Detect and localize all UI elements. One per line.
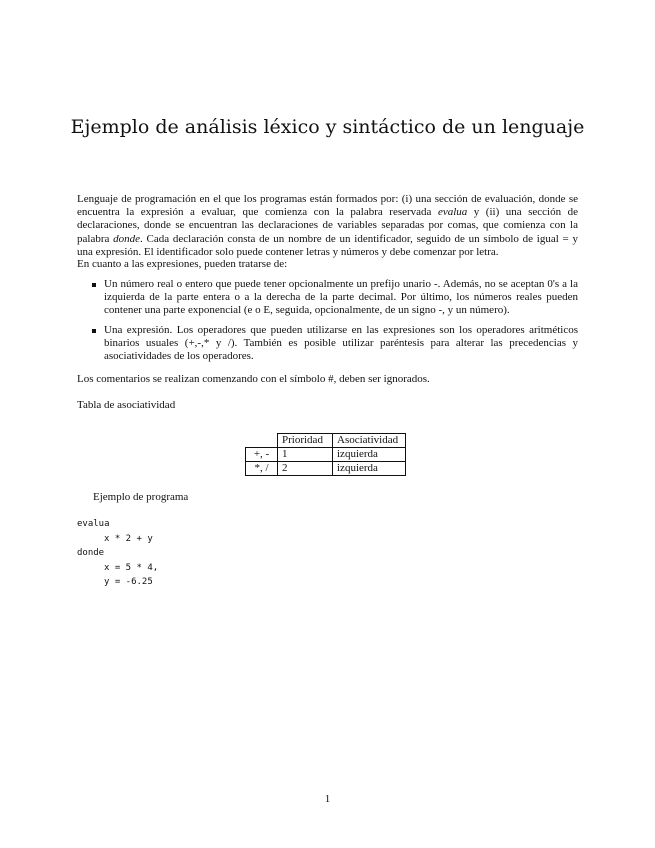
code-line: y = -6.25	[104, 577, 153, 587]
table-cell-associativity: izquierda	[333, 462, 406, 476]
table-header-priority: Prioridad	[278, 434, 333, 448]
table-header-associativity: Asociatividad	[333, 434, 406, 448]
keyword-donde: donde	[113, 232, 141, 245]
associativity-table	[245, 433, 406, 476]
table-cell-operators: +, -	[246, 448, 278, 462]
intro-text-part1: Lenguaje de programación en el que los programas están formados por: (i) una sección de evaluación, donde se encuentra la expresión a evaluar, que comienza con la palabra reservada	[77, 193, 578, 219]
table-cell-priority: 2	[278, 462, 333, 476]
expressions-intro: En cuanto a las expresiones, pueden tratarse de:	[77, 258, 288, 270]
table-header-row	[246, 434, 406, 448]
intro-paragraph	[77, 193, 578, 259]
code-line: x * 2 + y	[104, 533, 153, 544]
list-item-text: Un número real o entero que puede tener opcionalmente un prefijo unario -. Además, no se aceptan 0's a la izquierda de la parte entera o a la derecha de la parte decimal. Por último, los números reales pueden contener una parte exponencial (e o E, seguida, opcionalmente, de un signo -, y un número).	[104, 278, 578, 317]
page-number: 1	[324, 793, 331, 805]
example-label: Ejemplo de programa	[93, 491, 189, 503]
code-block	[77, 517, 158, 590]
code-line: evalua	[77, 519, 110, 529]
list-item-text: Una expresión. Los operadores que pueden utilizarse en las expresiones son los operadores aritméticos binarios usuales (+,-,* y /). También es posible utilizar paréntesis para alterar las precedencias y asociatividades de los operadores.	[104, 323, 578, 363]
comments-paragraph: Los comentarios se realizan comenzando con el símbolo #, deben ser ignorados.	[77, 373, 430, 385]
document-title: Ejemplo de análisis léxico y sintáctico de un lenguaje	[70, 116, 585, 138]
bullet-square-icon	[92, 329, 96, 333]
table-cell-priority: 1	[278, 448, 333, 462]
expressions-list	[77, 278, 578, 369]
list-item	[77, 324, 578, 364]
table-label: Tabla de asociatividad	[77, 399, 176, 411]
code-line: x = 5 * 4,	[104, 562, 159, 573]
intro-text-part3: . Cada declaración consta de un nombre de un identificador, seguido de un símbolo de igual = y una expresión. El identificador solo puede contener letras y números y debe comenzar por letra.	[77, 232, 578, 258]
keyword-evalua: evalua	[437, 206, 468, 219]
bullet-square-icon	[92, 283, 96, 287]
code-line: donde	[77, 548, 105, 558]
table-cell-associativity: izquierda	[333, 448, 406, 462]
intro-text-part2: y (ii) una sección de declaraciones, donde se encuentran las declaraciones de variables separadas por comas, que comienza con la palabra	[77, 206, 579, 245]
list-item	[77, 278, 578, 318]
table-row	[246, 462, 406, 476]
table-row	[246, 448, 406, 462]
table-cell-operators: *, /	[246, 462, 278, 476]
table-header-empty	[246, 434, 278, 448]
